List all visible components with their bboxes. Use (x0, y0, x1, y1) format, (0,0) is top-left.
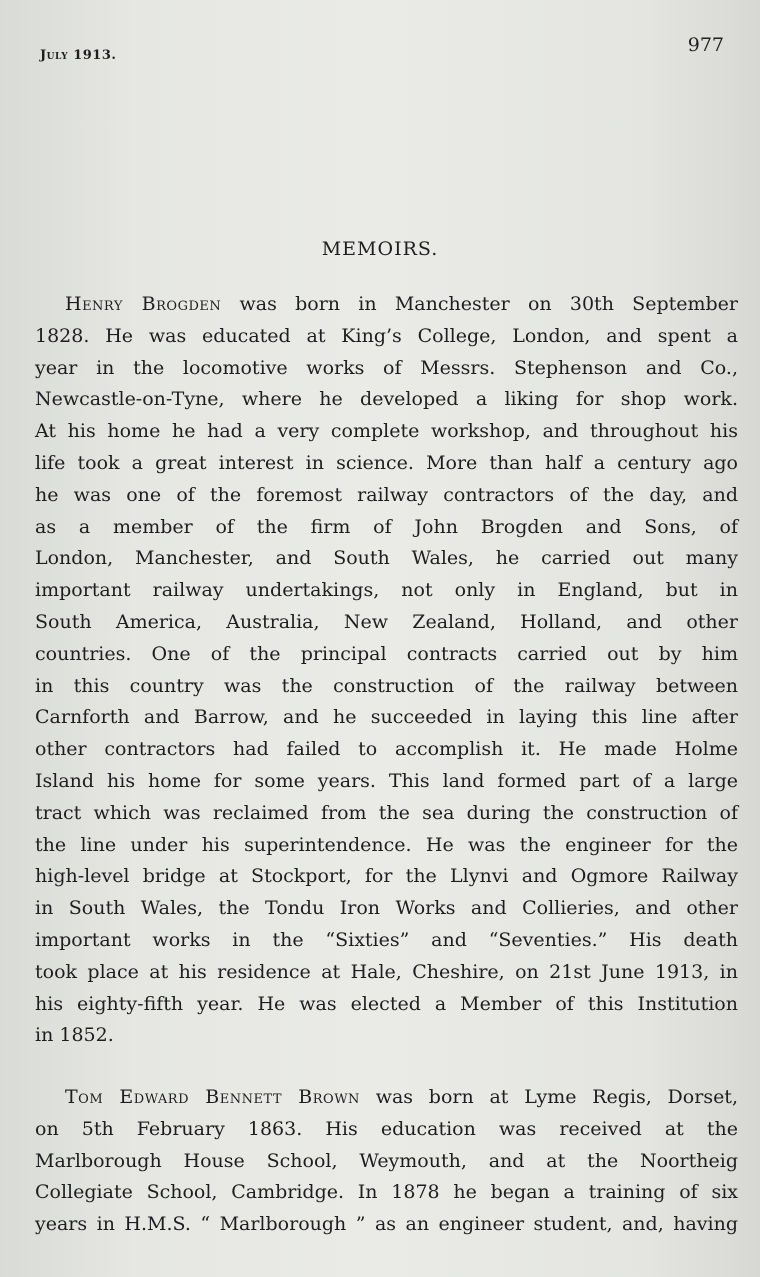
memoir-line: life took a great interest in science. More than half a century ago (35, 451, 738, 474)
page-number: 977 (687, 34, 724, 56)
memoir-line (35, 1082, 738, 1114)
memoir-text: was born in Manchester on 30th September (221, 293, 738, 315)
memoir-tom-edward-bennett-brown (35, 1082, 738, 1241)
memoir-line: on 5th February 1863. His education was received at the (35, 1117, 738, 1140)
memoir-line: the line under his superintendence. He was the engineer for the (35, 833, 738, 856)
memoir-line: his eighty-fifth year. He was elected a Member of this Institution (35, 992, 738, 1015)
memoir-line: countries. One of the principal contracts carried out by him (35, 642, 738, 665)
memoir-line: At his home he had a very complete workshop, and throughout his (35, 420, 738, 443)
memoir-line: year in the locomotive works of Messrs. Stephenson and Co., (35, 356, 738, 379)
running-head: July 1913. (40, 48, 117, 63)
memoir-line: in this country was the construction of the railway between (35, 674, 738, 697)
memoir-line: important works in the “Sixties” and “Seventies.” His death (35, 928, 738, 951)
section-title: MEMOIRS. (321, 238, 439, 260)
memoir-line (35, 289, 738, 321)
memoir-line: South America, Australia, New Zealand, Holland, and other (35, 610, 738, 633)
memoir-line: took place at his residence at Hale, Cheshire, on 21st June 1913, in (35, 960, 738, 983)
memoir-line: high-level bridge at Stockport, for the Llynvi and Ogmore Railway (35, 865, 738, 888)
memoir-henry-brogden (35, 289, 738, 1052)
memoir-line: he was one of the foremost railway contractors of the day, and (35, 483, 738, 506)
memoir-line: Carnforth and Barrow, and he succeeded in laying this line after (35, 706, 738, 729)
memoir-line: in 1852. (35, 1024, 114, 1047)
memoir-line: 1828. He was educated at King’s College, London, and spent a (35, 324, 738, 347)
memoir-line: Collegiate School, Cambridge. In 1878 he began a training of six (35, 1181, 738, 1204)
memoir-line: Newcastle-on-Tyne, where he developed a liking for shop work. (35, 388, 738, 411)
memoir-line: Island his home for some years. This land formed part of a large (35, 769, 738, 792)
memoir-line: important railway undertakings, not only in England, but in (35, 579, 738, 602)
memoir-subject-name: Henry Brogden (65, 293, 222, 315)
memoir-line: tract which was reclaimed from the sea during the construction of (35, 801, 738, 824)
memoir-line: in South Wales, the Tondu Iron Works and Collieries, and other (35, 897, 738, 920)
memoir-subject-name: Tom Edward Bennett Brown (65, 1086, 360, 1108)
memoir-line: London, Manchester, and South Wales, he carried out many (35, 547, 738, 570)
memoir-line: Marlborough House School, Weymouth, and at the Noortheig (35, 1149, 738, 1172)
memoir-line: as a member of the firm of John Brogden and Sons, of (35, 515, 738, 538)
memoir-text: was born at Lyme Regis, Dorset, (359, 1086, 738, 1108)
memoir-line: years in H.M.S. “ Marlborough ” as an engineer student, and, having (35, 1213, 738, 1236)
memoir-line: other contractors had failed to accomplish it. He made Holme (35, 738, 738, 761)
